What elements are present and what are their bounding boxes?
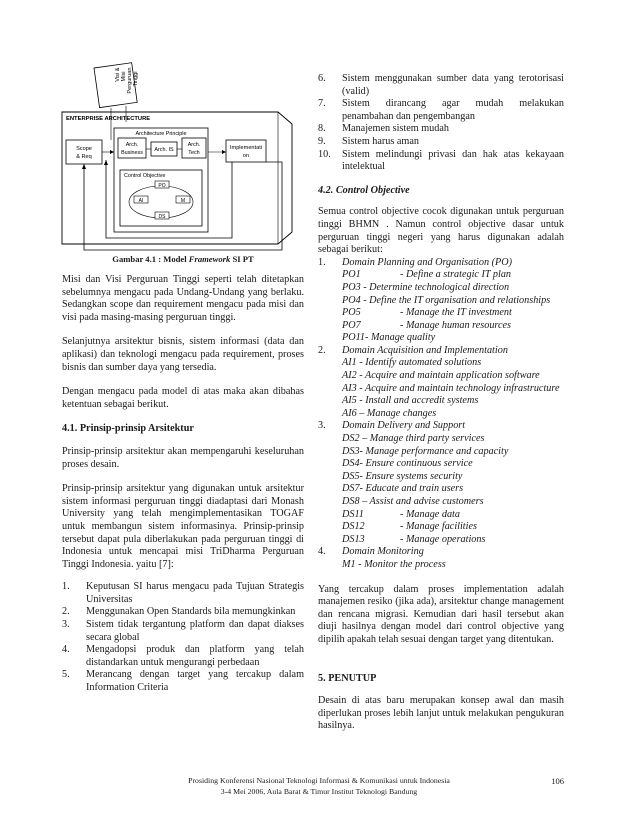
list-item: DS8 – Assist and advise customers xyxy=(342,496,484,507)
list-item: PO11- Manage quality xyxy=(342,332,436,344)
list-item: AI5 - Install and accredit systems xyxy=(342,395,479,407)
vision-line-2: Misi xyxy=(121,71,128,82)
list-item: 10. Sistem melindungi privasi dan hak atas kekayaan intelektual xyxy=(318,148,564,173)
list-item: AI2 - Acquire and maintain application software xyxy=(342,370,540,382)
list-item: DS12 - Manage facilities xyxy=(342,521,477,533)
caption-prefix: Gambar 4.1 : Model xyxy=(112,254,189,264)
list-item: AI3 - Acquire and maintain technology infrastructure xyxy=(342,382,560,394)
paragraph-closing: Desain di atas baru merupakan konsep awal dan masih diperlukan proses lebih lanjut untuk melakukan pengukuran hasilnya. xyxy=(318,695,564,732)
footer-line-2: 3-4 Mei 2006, Aula Barat & Timur Institut Teknologi Bandung xyxy=(220,787,418,796)
arch-tech-line-1: Arch. xyxy=(187,142,201,148)
list-item: PO1 - Define a strategic IT plan xyxy=(342,269,512,281)
implementation-line-2: on xyxy=(242,153,250,159)
list-item: 6. Sistem menggunakan sumber data yang terotorisasi (valid) xyxy=(318,73,564,97)
scope-line-2: & Req xyxy=(76,154,92,160)
list-item: DS3- Manage performance and capacity xyxy=(342,445,509,457)
list-item: AI6 – Manage changes xyxy=(342,407,437,419)
framework-diagram xyxy=(56,62,306,256)
list-item: 9. Sistem harus aman xyxy=(318,135,419,147)
m-label: M xyxy=(180,198,186,204)
principles-list xyxy=(62,581,304,694)
list-item: 1. Keputusan SI harus mengacu pada Tujuan Strategis Universitas xyxy=(62,581,304,605)
vision-line-4: Tinggi xyxy=(133,71,140,87)
paragraph-1: Misi dan Visi Perguruan Tinggi seperti telah ditetapkan sebelumnya mengacu pada Undang-Undang yang berlaku. Sedangkan scope dan requirement mengacu pada misi dan visi pada masing-masing perguruan tinggi. xyxy=(62,274,304,323)
list-item: PO4 - Define the IT organisation and relationships xyxy=(342,294,551,306)
list-item: M1 - Monitor the process xyxy=(342,558,446,570)
list-item: 3. Sistem tidak tergantung platform dan dapat diakses secara global xyxy=(62,619,304,643)
domain-title: Domain Delivery and Support xyxy=(342,420,466,432)
caption-suffix: SI PT xyxy=(230,254,254,264)
vision-line-1: Visi & xyxy=(115,67,122,82)
footer-line-1: Prosiding Konferensi Nasional Teknologi Informasi & Komunikasi untuk Indonesia xyxy=(188,776,450,785)
paragraph-5: Prinsip-prinsip arsitektur yang digunakan untuk arsitektur sistem informasi perguruan tinggi diadaptasi dari Monash University yang telah mengimplementasikan TOGAF untuk membangun sistem informasinya. Prinsip-prinsip tersebut dapat pula diberlakukan pada perguruan tinggi di Indonesia untuk mencapai misi TriDharma Perguruan Tinggi Indonesia. yaitu [7]: xyxy=(62,483,304,570)
implementation-line-1: Implementati xyxy=(229,145,263,151)
paragraph-4: Prinsip-prinsip arsitektur akan mempengaruhi keseluruhan proses desain. xyxy=(62,445,304,470)
list-item: AI1 - Identify automated solutions xyxy=(342,357,482,369)
scope-line-1: Scope xyxy=(76,146,92,152)
list-item: 5. Merancang dengan target yang tercakup dalam Information Criteria xyxy=(62,669,304,694)
principles-list-continued xyxy=(318,73,564,174)
control-objective-intro: Semua control objective cocok digunakan untuk perguruan tinggi BHMN . Namun control objective dasar untuk perguruan tinggi negeri yang harus digunakan adalah sebagai berikut: xyxy=(318,206,564,256)
paragraph-2: Selanjutnya arsitektur bisnis, sistem informasi (data dan aplikasi) dan teknologi mengacu pada requirement, proses bisnis dan sumber daya yang tersedia. xyxy=(62,336,304,373)
page-number: 106 xyxy=(551,776,564,786)
caption-italic: Framework xyxy=(188,254,231,264)
scope-box xyxy=(66,140,102,164)
left-column xyxy=(62,274,304,695)
list-item: DS7- Educate and train users xyxy=(342,483,464,495)
list-item: DS13 - Manage operations xyxy=(342,533,486,545)
list-item: DS5- Ensure systems security xyxy=(342,470,463,482)
list-item: 8. Manajemen sistem mudah xyxy=(318,123,449,135)
heading-4-2: 4.2. Control Objective xyxy=(318,184,410,196)
heading-5: 5. PENUTUP xyxy=(318,672,377,684)
arch-is-label: Arch. IS xyxy=(154,147,174,153)
list-item: 4. Mengadopsi produk dan platform yang telah distandarkan untuk mengurangi perbedaan xyxy=(62,644,304,668)
po-label: PO xyxy=(158,183,166,189)
list-item: DS4- Ensure continuous service xyxy=(342,458,473,470)
arch-business-line-2: Business xyxy=(121,150,143,156)
ea-label: ENTERPRISE ARCHITECTURE xyxy=(66,116,151,122)
list-item: DS11 - Manage data xyxy=(342,508,460,520)
control-objective-label: Control Objective xyxy=(124,173,166,179)
arch-principle-label: Architecture Principle xyxy=(135,131,187,137)
list-item: PO7 - Manage human resources xyxy=(342,319,512,331)
arch-tech-line-2: Tech xyxy=(188,150,200,156)
domain-list: 1. Domain Planning and Organisation (PO) PO1 - Define a strategic IT plan PO3 - Determine technological direction PO4 - Define the IT organisation and relationships PO5 - Manage the IT investment PO7 - Manage human resources PO11- Manage quality 2. Domain Acquisition and Implementation AI1 - Identify automated solutions AI2 - Acquire and maintain application software AI3 - Acquire and maintain technology infrastructure AI5 - Install and accredit systems AI6 – Manage changes 3. Domain Delivery and Support DS2 – Manage third party services DS3- Manage performance and capacity DS4- Ensure continuous service DS5- Ensure systems security DS7- Educate and train users DS8 – Assist and advise customers DS11 - Manage data DS12 - Manage facilities DS13 - Manage operations 4. Domain Monitoring M1 - Monitor the process xyxy=(318,257,564,572)
right-column xyxy=(318,73,564,733)
vision-line-3: Perguruan xyxy=(127,67,134,94)
arch-business-line-1: Arch. xyxy=(125,142,139,148)
ai-label: AI xyxy=(138,198,144,204)
figure-caption xyxy=(62,254,304,264)
domain-title: Domain Planning and Organisation (PO) xyxy=(342,256,512,268)
list-item: 7. Sistem dirancang agar mudah melakukan penambahan dan pengembangan xyxy=(318,98,564,122)
list-item: DS2 – Manage third party services xyxy=(342,433,485,445)
list-item: 2. Menggunakan Open Standards bila memungkinkan xyxy=(62,606,296,618)
ds-label: DS xyxy=(158,214,166,220)
paragraph-implementation: Yang tercakup dalam proses implementation adalah manajemen resiko (jika ada), arsitektur change management dan rencana migrasi. Kemudian dari hasil tersebut akan diuji hasilnya dengan model dari control objective yang dipilih apakah telah sesuai dengan target yang ditentukan. xyxy=(318,583,564,645)
list-item: PO3 - Determine technological direction xyxy=(342,281,510,293)
domain-title: Domain Monitoring xyxy=(342,546,424,558)
list-item: PO5 - Manage the IT investment xyxy=(342,307,512,319)
paragraph-3: Dengan mengacu pada model di atas maka akan dibahas ketentuan sebagai berikut. xyxy=(62,386,304,410)
domain-title: Domain Acquisition and Implementation xyxy=(342,344,508,356)
heading-4-1: 4.1. Prinsip-prinsip Arsitektur xyxy=(62,423,194,435)
